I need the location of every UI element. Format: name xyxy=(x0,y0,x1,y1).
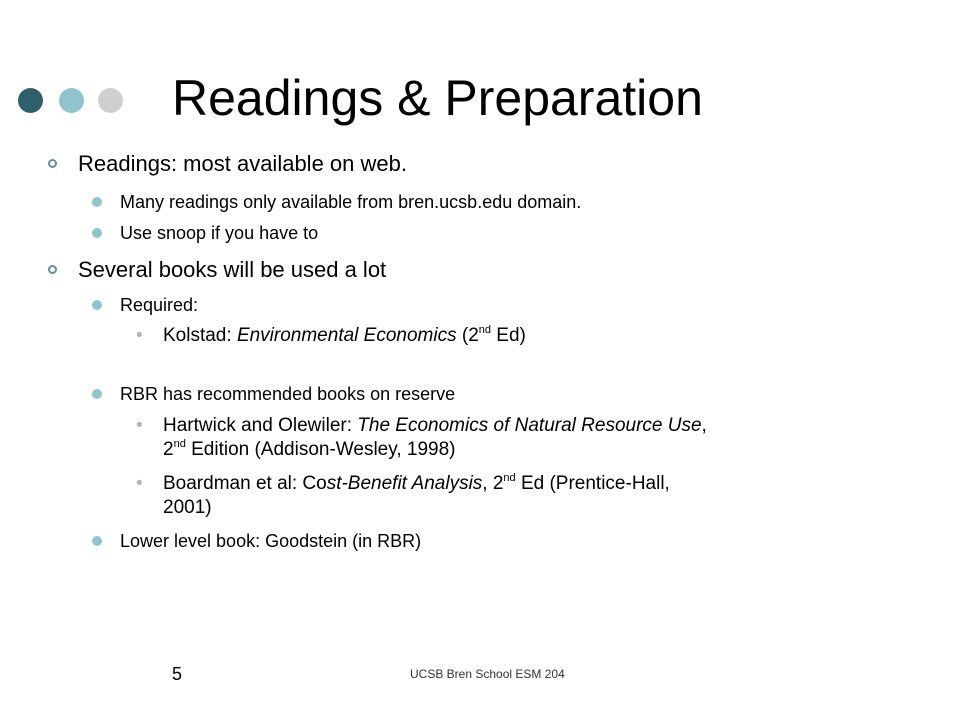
bullet-snoop-text: Use snoop if you have to xyxy=(120,223,319,243)
disc-bullet-icon xyxy=(92,228,102,238)
bullet-books xyxy=(78,257,386,283)
hartwick-authors: Hartwick and Olewiler: xyxy=(163,415,358,436)
small-dot-bullet-icon: • xyxy=(136,415,143,436)
bullet-snoop xyxy=(120,222,318,244)
kolstad-title: Environmental Economics xyxy=(236,325,457,346)
slide-title: Readings & Preparation xyxy=(172,70,703,126)
ring-bullet-icon xyxy=(48,159,57,168)
small-dot-bullet-icon: • xyxy=(136,325,143,346)
bullet-rbr-reserve-text: RBR has recommended books on reserve xyxy=(120,384,456,404)
reading-boardman xyxy=(136,471,670,520)
disc-bullet-icon xyxy=(92,197,102,207)
dark-teal-dot-icon xyxy=(18,88,43,113)
bullet-readings xyxy=(78,151,407,177)
boardman-edition: , 2 xyxy=(482,473,504,494)
bullet-goodstein-text: Lower level book: Goodstein (in RBR) xyxy=(120,531,422,551)
footer-text: UCSB Bren School ESM 204 xyxy=(410,667,565,681)
kolstad-edition: (2 xyxy=(456,325,479,346)
page-number: 5 xyxy=(172,664,183,684)
small-dot-bullet-icon: • xyxy=(136,473,143,494)
ring-bullet-icon xyxy=(48,265,57,274)
bullet-goodstein xyxy=(120,530,421,552)
hartwick-comma: , xyxy=(701,415,707,436)
light-teal-dot-icon xyxy=(59,88,84,113)
bullet-readings-text: Readings: most available on web. xyxy=(78,151,407,176)
kolstad-edition-suffix: nd xyxy=(478,323,492,336)
bullet-required-text: Required: xyxy=(120,295,199,315)
gray-dot-icon xyxy=(98,88,123,113)
reading-kolstad xyxy=(136,323,526,348)
kolstad-edition-end: Ed) xyxy=(491,325,526,346)
bullet-bren-domain xyxy=(120,191,581,213)
kolstad-author: Kolstad: xyxy=(163,325,237,346)
bullet-required xyxy=(120,294,198,316)
hartwick-title: The Economics of Natural Resource Use xyxy=(357,415,702,436)
boardman-publisher: Ed (Prentice-Hall, xyxy=(515,473,670,494)
hartwick-edition: 2 xyxy=(163,439,174,460)
disc-bullet-icon xyxy=(92,389,102,399)
boardman-title: st-Benefit Analysis xyxy=(326,473,483,494)
bullet-books-text: Several books will be used a lot xyxy=(78,257,387,282)
boardman-authors: Boardman et al: Co xyxy=(163,473,327,494)
reading-hartwick xyxy=(136,414,707,462)
boardman-year: 2001) xyxy=(163,497,212,518)
hartwick-edition-suffix: nd xyxy=(173,437,186,450)
bullet-bren-domain-text: Many readings only available from bren.ucsb.edu domain. xyxy=(120,192,582,212)
disc-bullet-icon xyxy=(92,536,102,546)
boardman-edition-suffix: nd xyxy=(503,471,516,484)
disc-bullet-icon xyxy=(92,300,102,310)
bullet-rbr-reserve xyxy=(120,383,455,405)
hartwick-publisher: Edition (Addison-Wesley, 1998) xyxy=(185,439,456,460)
